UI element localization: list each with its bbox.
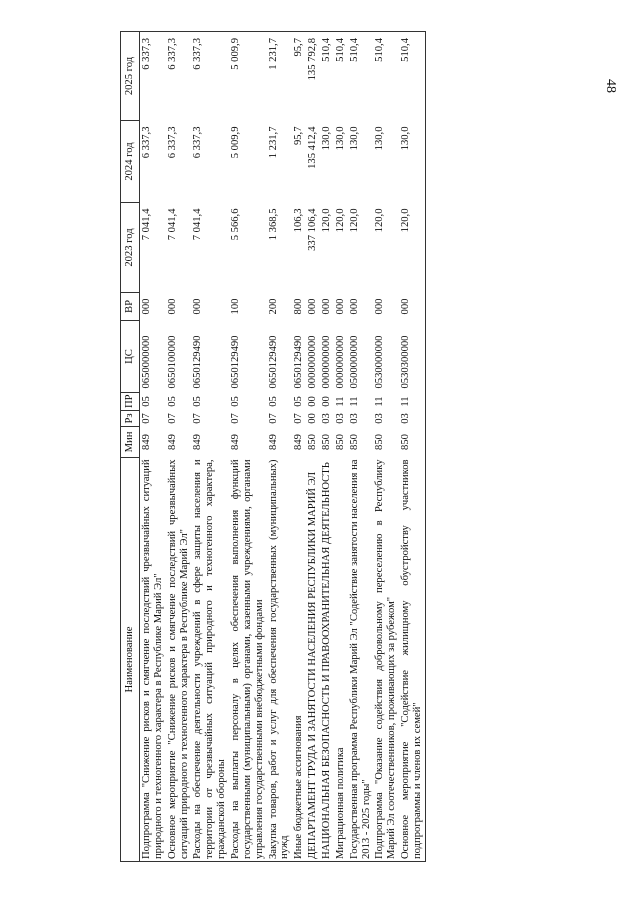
cell-name: Миграционная политика <box>334 458 348 862</box>
cell-y2023: 120,0 <box>334 208 346 233</box>
table-body <box>140 32 426 862</box>
cell-vr: 000 <box>307 298 319 315</box>
cell-cs: 0530000000 <box>374 335 386 389</box>
cell-min: 849 <box>230 434 242 450</box>
cell-y2025: 6 337,3 <box>140 32 166 121</box>
cell-vr: 200 <box>267 298 279 315</box>
cell-rz: 03 <box>348 413 360 424</box>
cell-y2025: 5 009,9 <box>229 32 267 121</box>
cell-vr: 800 <box>293 298 305 315</box>
table-row <box>320 32 334 862</box>
cell-min: 849 <box>267 434 279 450</box>
header-vr: ВР <box>121 293 140 321</box>
cell-rz: 03 <box>334 413 346 424</box>
cell-y2023: 120,0 <box>321 208 333 233</box>
cell-y2024: 6 337,3 <box>192 126 204 159</box>
cell-y2025: 510,4 <box>334 32 348 121</box>
cell-name: ДЕПАРТАМЕНТ ТРУДА И ЗАНЯТОСТИ НАСЕЛЕНИЯ РЕСПУБЛИКИ МАРИЙ ЭЛ <box>306 458 320 862</box>
cell-cs: 0500000000 <box>348 335 360 389</box>
cell-name: Закупка товаров, работ и услуг для обеспечения государственных (муниципальных) нужд <box>267 458 293 862</box>
cell-pr: 00 <box>307 396 319 407</box>
table-row <box>267 32 293 862</box>
header-2025: 2025 год <box>121 32 140 121</box>
table-row <box>306 32 320 862</box>
cell-y2024: 1 231,7 <box>267 126 279 159</box>
cell-cs: 0000000000 <box>321 335 333 389</box>
cell-cs: 0000000000 <box>334 335 346 389</box>
cell-min: 849 <box>141 434 152 450</box>
cell-name: Подпрограмма "Снижение рисков и смягчение последствий чрезвычайных ситуаций природного и техногенного характера в Республике Марий Эл" <box>140 458 166 862</box>
cell-name: Подпрограмма "Оказание содействия добровольному переселению в Республику Марий Эл соотечественников, проживающих за рубежом" <box>373 458 399 862</box>
cell-y2023: 7 041,4 <box>192 208 204 241</box>
cell-vr: 000 <box>334 298 346 315</box>
cell-vr: 000 <box>399 293 425 321</box>
cell-min: 850 <box>399 427 425 458</box>
cell-y2024: 130,0 <box>348 126 360 151</box>
cell-min: 850 <box>348 434 360 450</box>
cell-cs: 0650000000 <box>141 335 152 389</box>
cell-name: Расходы на обеспечение деятельности учреждений в сфере защиты населения и территории от чрезвычайных ситуаций природного и техногенного характера, гражданской обороны <box>191 458 229 862</box>
cell-y2024: 6 337,3 <box>166 126 178 159</box>
cell-rz: 03 <box>399 411 425 427</box>
cell-y2023: 120,0 <box>348 208 360 233</box>
cell-pr: 11 <box>374 396 386 407</box>
cell-min: 849 <box>293 434 305 450</box>
table-row <box>373 32 399 862</box>
table-row <box>348 32 374 862</box>
cell-rz: 03 <box>321 413 333 424</box>
budget-table <box>120 31 426 862</box>
cell-y2024: 130,0 <box>334 126 346 151</box>
cell-pr: 05 <box>141 396 152 407</box>
cell-pr: 11 <box>399 393 425 411</box>
cell-min: 850 <box>307 434 319 450</box>
cell-name: НАЦИОНАЛЬНАЯ БЕЗОПАСНОСТЬ И ПРАВООХРАНИТЕЛЬНАЯ ДЕЯТЕЛЬНОСТЬ <box>320 458 334 862</box>
cell-min: 849 <box>166 434 178 450</box>
cell-rz: 07 <box>293 413 305 424</box>
cell-rz: 03 <box>374 413 386 424</box>
cell-min: 849 <box>192 434 204 450</box>
cell-cs: 0650129490 <box>192 335 204 389</box>
cell-y2025: 510,4 <box>348 32 374 121</box>
cell-vr: 000 <box>192 298 204 315</box>
rotated-table-container <box>120 32 639 862</box>
cell-vr: 000 <box>321 298 333 315</box>
cell-pr: 05 <box>293 396 305 407</box>
cell-min: 850 <box>334 434 346 450</box>
cell-vr: 100 <box>230 298 242 315</box>
cell-name: Основное мероприятие "Снижение рисков и смягчение последствий чрезвычайных ситуаций природного и техногенного характера в Республике Марий Эл" <box>166 458 192 862</box>
cell-y2025: 95,7 <box>292 32 306 121</box>
cell-min: 850 <box>321 434 333 450</box>
cell-y2025: 1 231,7 <box>267 32 293 121</box>
cell-y2024: 135 412,4 <box>307 126 319 169</box>
cell-y2023: 106,3 <box>293 208 305 233</box>
cell-cs: 0000000000 <box>307 335 319 389</box>
cell-cs: 0650100000 <box>166 335 178 389</box>
cell-vr: 000 <box>141 298 152 315</box>
cell-y2025: 510,4 <box>320 32 334 121</box>
cell-pr: 00 <box>321 396 333 407</box>
cell-name: Иные бюджетные ассигнования <box>292 458 306 862</box>
cell-pr: 05 <box>192 396 204 407</box>
cell-y2024: 95,7 <box>293 126 305 146</box>
cell-y2023: 7 041,4 <box>141 208 152 241</box>
cell-rz: 07 <box>267 413 279 424</box>
cell-y2023: 337 106,4 <box>307 208 319 251</box>
cell-vr: 000 <box>374 298 386 315</box>
table-header-row <box>121 32 140 862</box>
cell-pr: 11 <box>334 396 346 407</box>
table-row <box>166 32 192 862</box>
table-row <box>334 32 348 862</box>
table-row <box>229 32 267 862</box>
cell-pr: 05 <box>166 396 178 407</box>
cell-name: Расходы на выплаты персоналу в целях обеспечения выполнения функций государственными (муниципальными) органами, казенными учреждениями, органами управления государственными внебюджетными фондами <box>229 458 267 862</box>
cell-rz: 07 <box>166 413 178 424</box>
cell-rz: 07 <box>192 413 204 424</box>
cell-name: Государственная программа Республики Марий Эл "Содействие занятости населения на 2013 - 2025 годы" <box>348 458 374 862</box>
cell-pr: 11 <box>348 396 360 407</box>
table-row <box>191 32 229 862</box>
cell-y2024: 6 337,3 <box>141 126 152 159</box>
cell-vr: 000 <box>348 298 360 315</box>
cell-y2025: 510,4 <box>373 32 399 121</box>
header-rz: Рз <box>121 411 140 427</box>
cell-rz: 07 <box>141 413 152 424</box>
cell-name: Основное мероприятие "Содействие жилищному обустройству участников подпрограммы и членов их семей" <box>399 458 425 862</box>
table-row <box>292 32 306 862</box>
cell-pr: 05 <box>230 396 242 407</box>
cell-y2023: 1 368,5 <box>267 208 279 241</box>
cell-y2023: 7 041,4 <box>166 208 178 241</box>
cell-cs: 0650129490 <box>267 335 279 389</box>
cell-y2025: 135 792,8 <box>306 32 320 121</box>
cell-y2024: 5 009,9 <box>230 126 242 159</box>
cell-pr: 05 <box>267 396 279 407</box>
cell-cs: 0650129490 <box>293 335 305 389</box>
cell-min: 850 <box>374 434 386 450</box>
cell-y2025: 510,4 <box>399 32 425 121</box>
header-name: Наименование <box>121 458 140 862</box>
header-2023: 2023 год <box>121 203 140 293</box>
header-min: Мин <box>121 427 140 458</box>
cell-y2023: 120,0 <box>399 203 425 293</box>
header-pr: ПР <box>121 393 140 411</box>
cell-y2024: 130,0 <box>321 126 333 151</box>
table-row <box>140 32 166 862</box>
cell-y2024: 130,0 <box>399 121 425 203</box>
cell-y2023: 120,0 <box>374 208 386 233</box>
cell-y2025: 6 337,3 <box>191 32 229 121</box>
header-cs: ЦС <box>121 321 140 393</box>
page-number: 48 <box>603 79 618 93</box>
cell-y2023: 5 566,6 <box>230 208 242 241</box>
cell-cs: 0530300000 <box>399 321 425 393</box>
cell-y2025: 6 337,3 <box>166 32 192 121</box>
cell-cs: 0650129490 <box>230 335 242 389</box>
table-row <box>399 32 425 862</box>
cell-vr: 000 <box>166 298 178 315</box>
cell-rz: 00 <box>307 413 319 424</box>
cell-y2024: 130,0 <box>374 126 386 151</box>
header-2024: 2024 год <box>121 121 140 203</box>
cell-rz: 07 <box>230 413 242 424</box>
